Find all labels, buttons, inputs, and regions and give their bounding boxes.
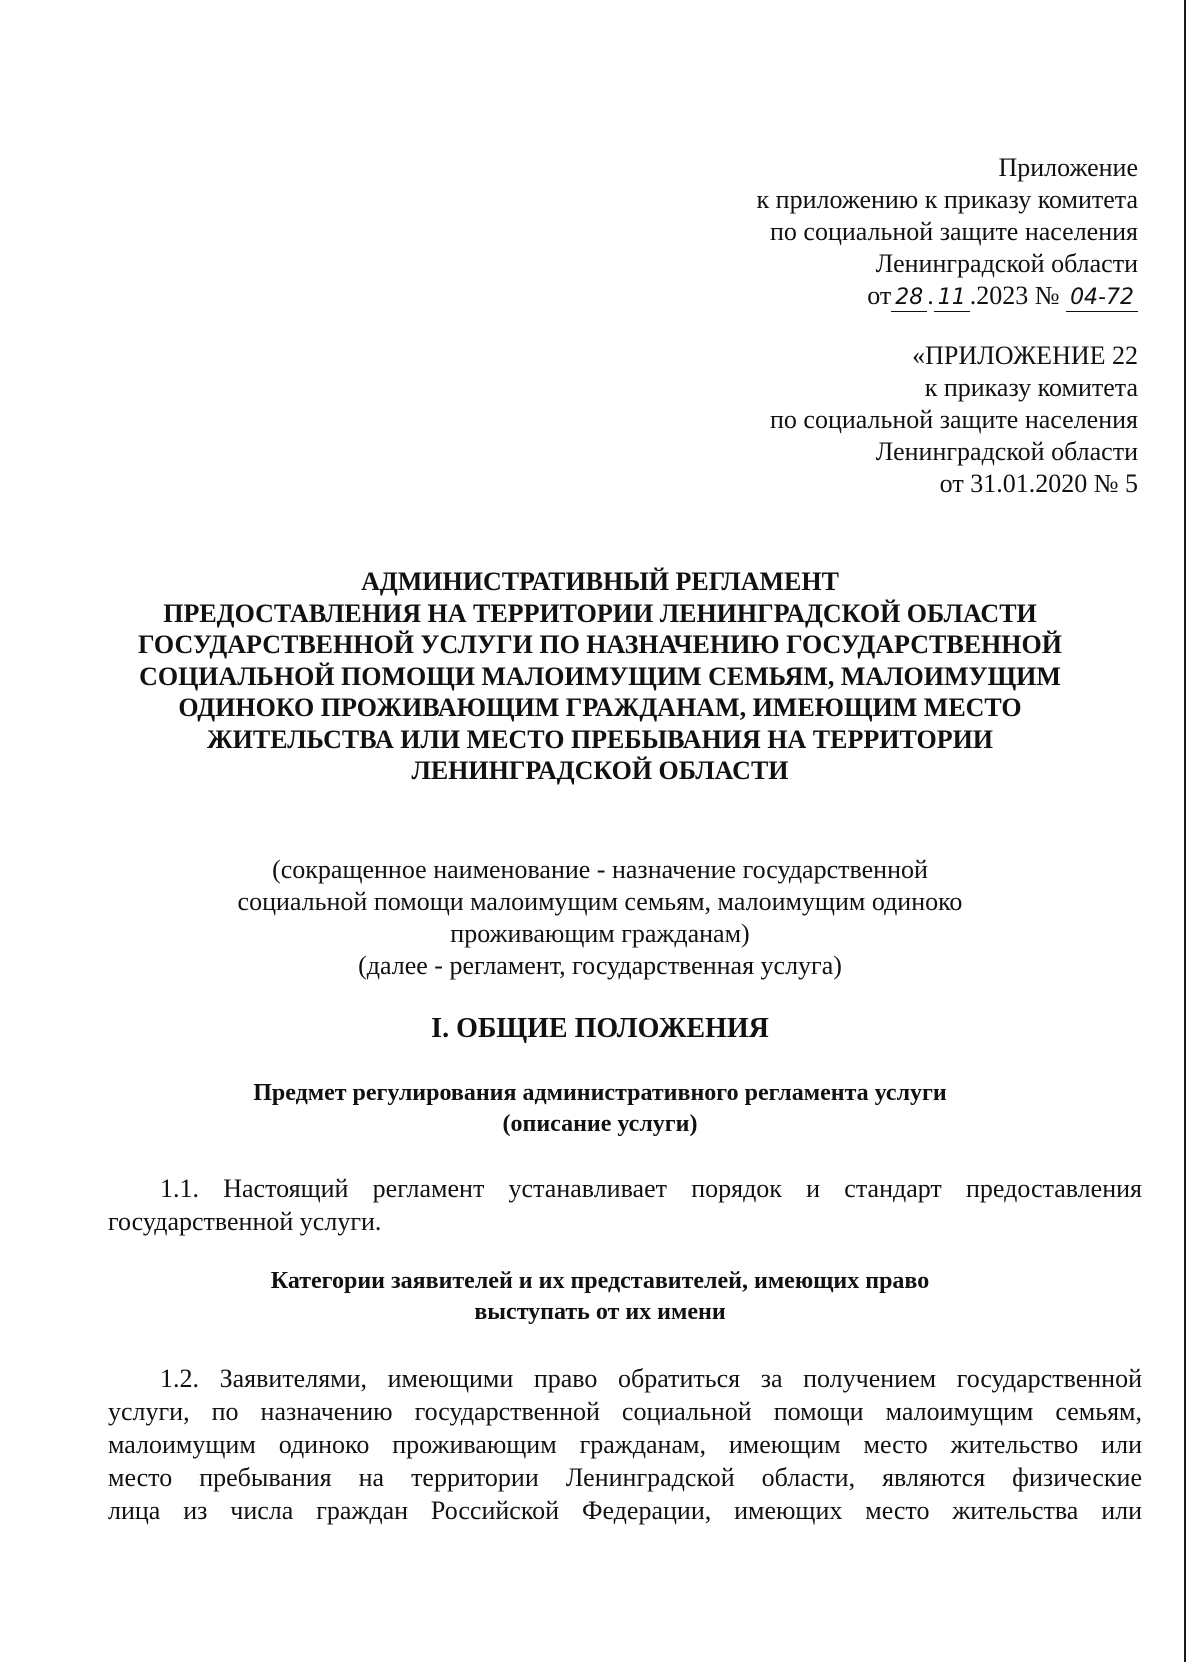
title-line: ГОСУДАРСТВЕННОЙ УСЛУГИ ПО НАЗНАЧЕНИЮ ГОСУДАРСТВЕННОЙ [138, 630, 1062, 659]
document-title [100, 566, 1100, 787]
title-line: АДМИНИСТРАТИВНЫЙ РЕГЛАМЕНТ [361, 567, 839, 596]
handwritten-day: 28 [891, 285, 927, 312]
title-line: ЖИТЕЛЬСТВА ИЛИ МЕСТО ПРЕБЫВАНИЯ НА ТЕРРИТОРИИ [206, 724, 994, 754]
subheading-line: выступать от их имени [474, 1299, 726, 1325]
title-line: ЛЕНИНГРАДСКОЙ ОБЛАСТИ [411, 756, 789, 785]
short-name-line: (сокращенное наименование - назначение государственной [272, 855, 928, 884]
date-prefix: от [867, 281, 892, 310]
section-heading: I. ОБЩИЕ ПОЛОЖЕНИЯ [431, 1013, 769, 1044]
date-separator: . [927, 281, 934, 310]
subheading-line: Предмет регулирования административного регламента услуги [253, 1080, 947, 1106]
short-name-line: (далее - регламент, государственная услуга) [358, 951, 842, 980]
paragraph-line: лица из числа граждан Российской Федерации, имеющих место жительства или [108, 1496, 1142, 1525]
annex-header [757, 152, 1138, 312]
annex22-line: по социальной защите населения [769, 405, 1138, 434]
paragraph-line: малоимущим одиноко проживающим гражданам, имеющим место жительство или [108, 1430, 1142, 1459]
annex-line: по социальной защите населения [769, 217, 1138, 246]
subheading-line: (описание услуги) [502, 1111, 698, 1137]
date-year: .2023 № [969, 281, 1060, 310]
annex22-line: от 31.01.2020 № 5 [939, 469, 1138, 498]
annex22-header [770, 340, 1138, 500]
annex-line: Приложение [998, 153, 1138, 182]
annex-date-line [757, 280, 1138, 312]
paragraph-1-2 [108, 1362, 1142, 1527]
subheading-subject [100, 1078, 1100, 1140]
handwritten-order-number: 04-72 [1066, 285, 1138, 312]
handwritten-month: 11 [934, 285, 970, 312]
annex22-line: «ПРИЛОЖЕНИЕ 22 [912, 341, 1138, 370]
paragraph-line: услуги, по назначению государственной социальной помощи малоимущим семьям, [108, 1397, 1142, 1426]
scan-edge-line [1184, 0, 1186, 1662]
paragraph-1-1 [108, 1172, 1142, 1238]
paragraph-line: место пребывания на территории Ленинградской области, являются физические [108, 1463, 1142, 1492]
short-name [150, 854, 1050, 982]
paragraph-line: 1.1. Настоящий регламент устанавливает порядок и стандарт предоставления [160, 1174, 1142, 1203]
annex22-line: к приказу комитета [924, 373, 1138, 402]
annex-line: к приложению к приказу комитета [756, 185, 1138, 214]
subheading-applicants [100, 1266, 1100, 1328]
short-name-line: проживающим гражданам) [450, 919, 750, 948]
subheading-line: Категории заявителей и их представителей, имеющих право [270, 1268, 930, 1294]
title-line: ПРЕДОСТАВЛЕНИЯ НА ТЕРРИТОРИИ ЛЕНИНГРАДСКОЙ ОБЛАСТИ [163, 598, 1037, 628]
paragraph-line: 1.2. Заявителями, имеющими право обратиться за получением государственной [160, 1364, 1142, 1393]
title-line: СОЦИАЛЬНОЙ ПОМОЩИ МАЛОИМУЩИМ СЕМЬЯМ, МАЛОИМУЩИМ [139, 661, 1061, 691]
annex-line: Ленинградской области [875, 249, 1138, 278]
short-name-line: социальной помощи малоимущим семьям, малоимущим одиноко [237, 887, 963, 916]
title-line: ОДИНОКО ПРОЖИВАЮЩИМ ГРАЖДАНАМ, ИМЕЮЩИМ МЕСТО [178, 693, 1022, 722]
annex22-line: Ленинградской области [875, 437, 1138, 466]
paragraph-line: государственной услуги. [108, 1207, 382, 1236]
